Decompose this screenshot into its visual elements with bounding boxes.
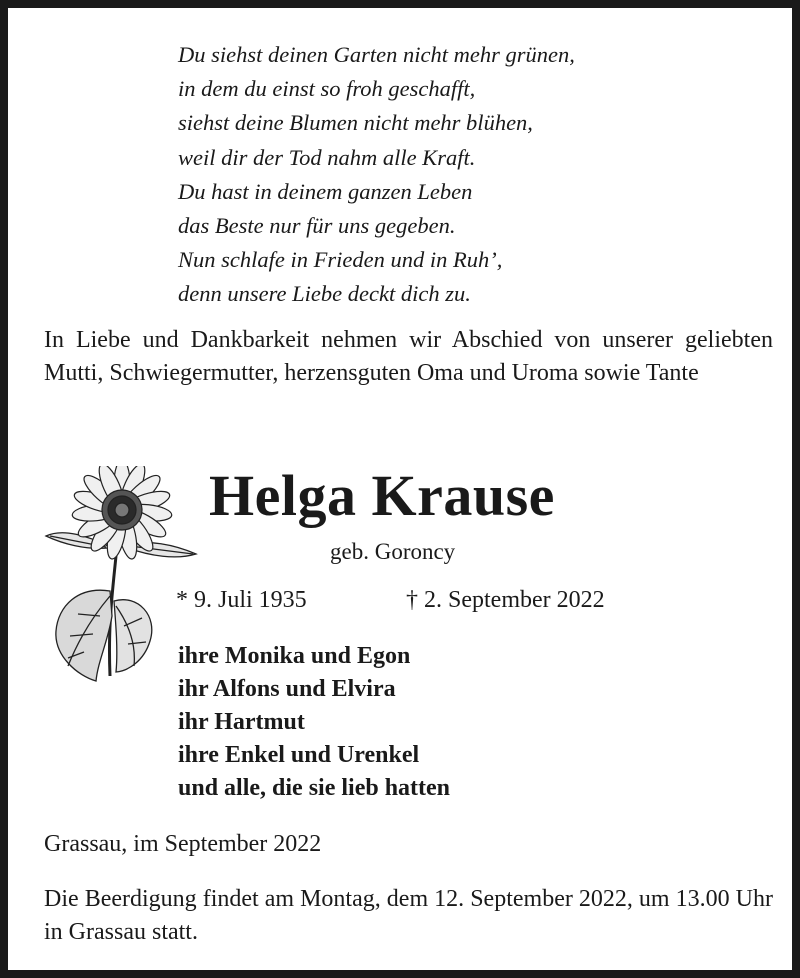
mourner-line: ihre Monika und Egon bbox=[178, 643, 411, 669]
farewell-intro: In Liebe und Dankbarkeit nehmen wir Abschied von unserer geliebten Mutti, Schwiegermutter, herzensguten Oma und Uroma sowie Tante bbox=[44, 327, 773, 386]
funeral-notice: Die Beerdigung findet am Montag, dem 12. September 2022, um 13.00 Uhr in Grassau statt. bbox=[44, 886, 773, 945]
poem-line: weil dir der Tod nahm alle Kraft. bbox=[178, 144, 476, 170]
birth-date: * 9. Juli 1935 bbox=[176, 587, 307, 613]
mourner-line: ihr Alfons und Elvira bbox=[178, 676, 396, 702]
mourner-line: und alle, die sie lieb hatten bbox=[178, 775, 451, 801]
mourners-list bbox=[178, 640, 450, 805]
poem-line: Du siehst deinen Garten nicht mehr grünen, bbox=[178, 42, 575, 67]
poem-line: Nun schlafe in Frieden und in Ruh’, bbox=[178, 247, 503, 273]
mourner-line: ihr Hartmut bbox=[178, 709, 305, 735]
poem-line: siehst deine Blumen nicht mehr blühen, bbox=[178, 110, 533, 136]
memorial-poem bbox=[178, 38, 575, 312]
maiden-name: geb. Goroncy bbox=[330, 539, 456, 564]
poem-line: Du hast in deinem ganzen Leben bbox=[178, 178, 473, 204]
poem-line: in dem du einst so froh geschafft, bbox=[178, 76, 476, 102]
deceased-name: Helga Krause bbox=[209, 463, 555, 528]
death-date: † 2. September 2022 bbox=[406, 587, 605, 613]
place-date: Grassau, im September 2022 bbox=[44, 831, 322, 857]
poem-line: das Beste nur für uns gegeben. bbox=[178, 213, 456, 239]
poem-line: denn unsere Liebe deckt dich zu. bbox=[178, 281, 471, 307]
mourner-line: ihre Enkel und Urenkel bbox=[178, 742, 420, 768]
